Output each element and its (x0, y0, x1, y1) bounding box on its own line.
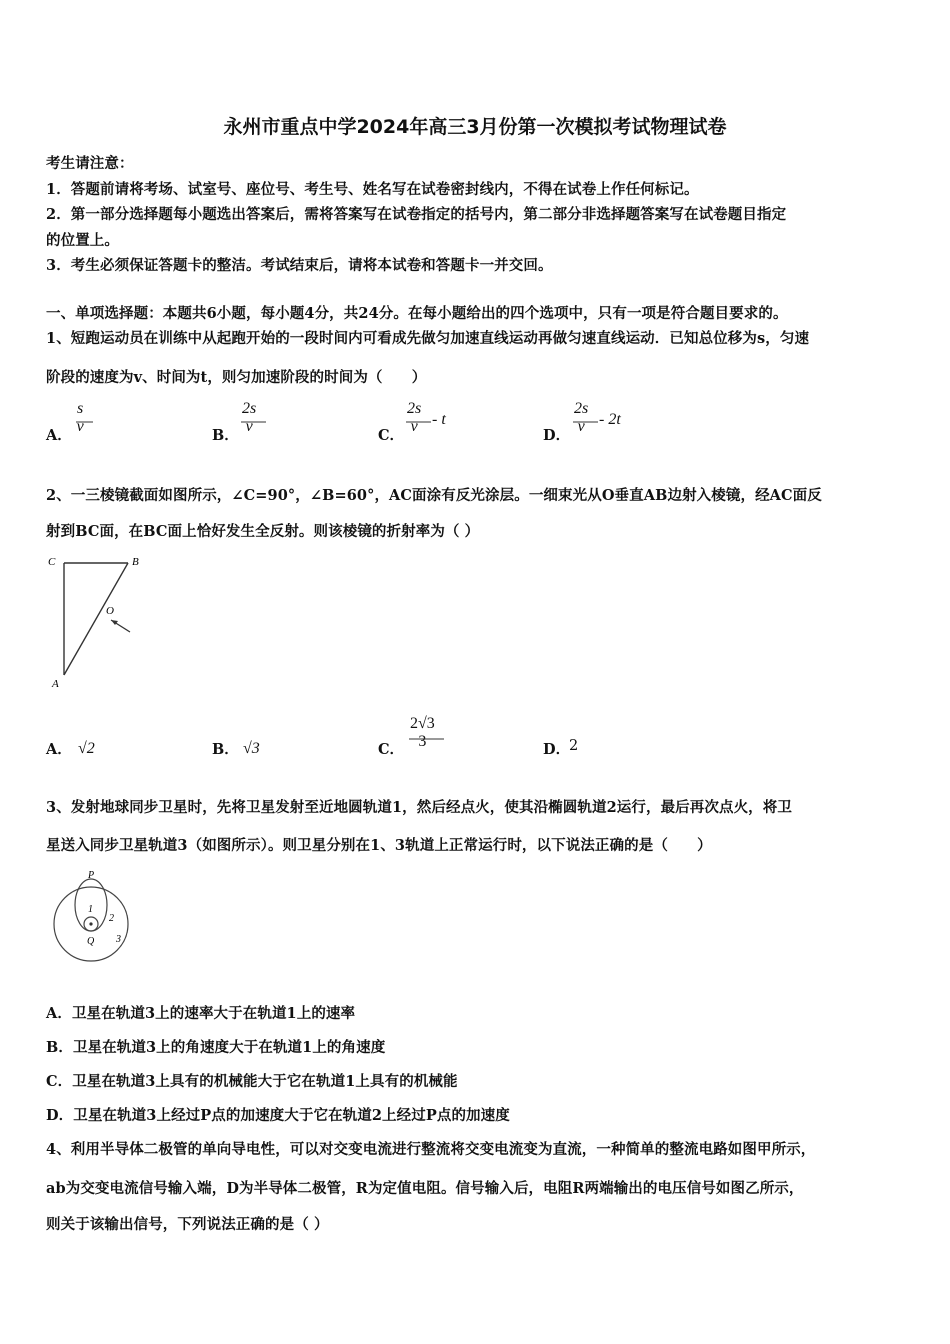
q1-option-a-label: A． (46, 427, 72, 444)
q3-option-d: D．卫星在轨道3上经过P点的加速度大于它在轨道2上经过P点的加速度 (46, 1107, 510, 1124)
q4-stem-line1: 4、利用半导体二极管的单向导电性，可以对交变电流进行整流将交变电流变为直流，一种简单的整流电路如图甲所示， (46, 1141, 816, 1158)
q2-option-d-label: D． (543, 741, 571, 758)
orbit-label-3: 3 (116, 934, 121, 945)
notice-item: 1．答题前请将考场、试室号、座位号、考生号、姓名写在试卷密封线内，不得在试卷上作任何标记。 (46, 181, 699, 198)
orbit-label-1: 1 (88, 904, 93, 915)
q2-option-b-value: √3 (243, 740, 260, 757)
q2-option-a-label: A． (46, 741, 72, 758)
fraction-numerator: 2s (574, 400, 589, 417)
fraction-denominator: v (245, 418, 253, 435)
notice-item: 的位置上。 (46, 232, 119, 249)
section-heading: 一、单项选择题：本题共6小题，每小题4分，共24分。在每小题给出的四个选项中，只有一项是符合题目要求的。 (46, 305, 788, 322)
q2-option-b-label: B． (212, 741, 239, 758)
q3-option-b: B．卫星在轨道3上的角速度大于在轨道1上的角速度 (46, 1039, 386, 1056)
q1-stem-line2: 阶段的速度为v、时间为t，则匀加速阶段的时间为（ ） (46, 369, 427, 386)
q3-option-a: A．卫星在轨道3上的速率大于在轨道1上的速率 (46, 1005, 356, 1022)
point-label-p: P (88, 870, 95, 881)
q2-option-d-value: 2 (569, 738, 579, 754)
q1-option-c-label: C． (378, 427, 405, 444)
vertex-label-a: A (52, 678, 59, 690)
q2-option-c-fraction (408, 715, 437, 751)
prism-figure (40, 552, 150, 692)
fraction-denominator: v (577, 418, 585, 435)
q1-option-b-label: B． (212, 427, 239, 444)
orbit-figure (46, 866, 146, 970)
q1-option-c-tail: - t (432, 411, 446, 428)
q2-stem-line1: 2、一三棱镜截面如图所示，∠C=90°，∠B=60°，AC面涂有反光涂层。一细束光从O垂直AB边射入棱镜，经AC面反 (46, 487, 822, 504)
q2-option-a-value: √2 (78, 740, 95, 757)
fraction-denominator: v (76, 418, 84, 435)
q3-option-c: C．卫星在轨道3上具有的机械能大于它在轨道1上具有的机械能 (46, 1073, 458, 1090)
fraction-denominator: 3 (418, 733, 427, 750)
fraction-numerator: 2√3 (410, 715, 435, 732)
q1-option-a-fraction (75, 400, 85, 436)
earth-dot (89, 922, 92, 925)
point-label-q: Q (87, 936, 95, 947)
fraction-numerator: 2s (407, 400, 422, 417)
exam-title: 永州市重点中学2024年高三3月份第一次模拟考试物理试卷 (223, 116, 727, 138)
q1-option-b-fraction (240, 400, 258, 436)
point-label-o: O (106, 605, 114, 617)
fraction-numerator: 2s (242, 400, 257, 417)
edge-ab (64, 563, 128, 675)
q1-stem-line1: 1、短跑运动员在训练中从起跑开始的一段时间内可看成先做匀加速直线运动再做匀速直线运动．已知总位移为s，匀速 (46, 330, 810, 347)
orbit-label-2: 2 (109, 913, 114, 924)
q2-option-c-label: C． (378, 741, 405, 758)
q3-stem-line1: 3、发射地球同步卫星时，先将卫星发射至近地圆轨道1，然后经点火，使其沿椭圆轨道2运行，最后再次点火，将卫 (46, 799, 792, 816)
fraction-numerator: s (77, 400, 84, 417)
q1-option-d-label: D． (543, 427, 571, 444)
q1-option-c-fraction (405, 400, 423, 436)
vertex-label-b: B (132, 556, 139, 568)
q4-stem-line3: 则关于该输出信号，下列说法正确的是（ ） (46, 1216, 329, 1233)
q2-stem-line2: 射到BC面，在BC面上恰好发生全反射。则该棱镜的折射率为（ ） (46, 523, 480, 540)
notice-heading: 考生请注意： (46, 155, 134, 172)
notice-item: 2．第一部分选择题每小题选出答案后，需将答案写在试卷指定的括号内，第二部分非选择题答案写在试卷题目指定 (46, 206, 787, 223)
q1-option-d-tail: - 2t (599, 411, 621, 428)
q4-stem-line2: ab为交变电流信号输入端，D为半导体二极管，R为定值电阻。信号输入后，电阻R两端输出的电压信号如图乙所示， (46, 1180, 804, 1197)
q3-stem-line2: 星送入同步卫星轨道3（如图所示）。则卫星分别在1、3轨道上正常运行时，以下说法正确的是（ ） (46, 837, 712, 854)
vertex-label-c: C (48, 556, 56, 568)
notice-item: 3．考生必须保证答题卡的整洁。考试结束后，请将本试卷和答题卡一并交回。 (46, 257, 553, 274)
fraction-denominator: v (410, 418, 418, 435)
q1-option-d-fraction (572, 400, 590, 436)
